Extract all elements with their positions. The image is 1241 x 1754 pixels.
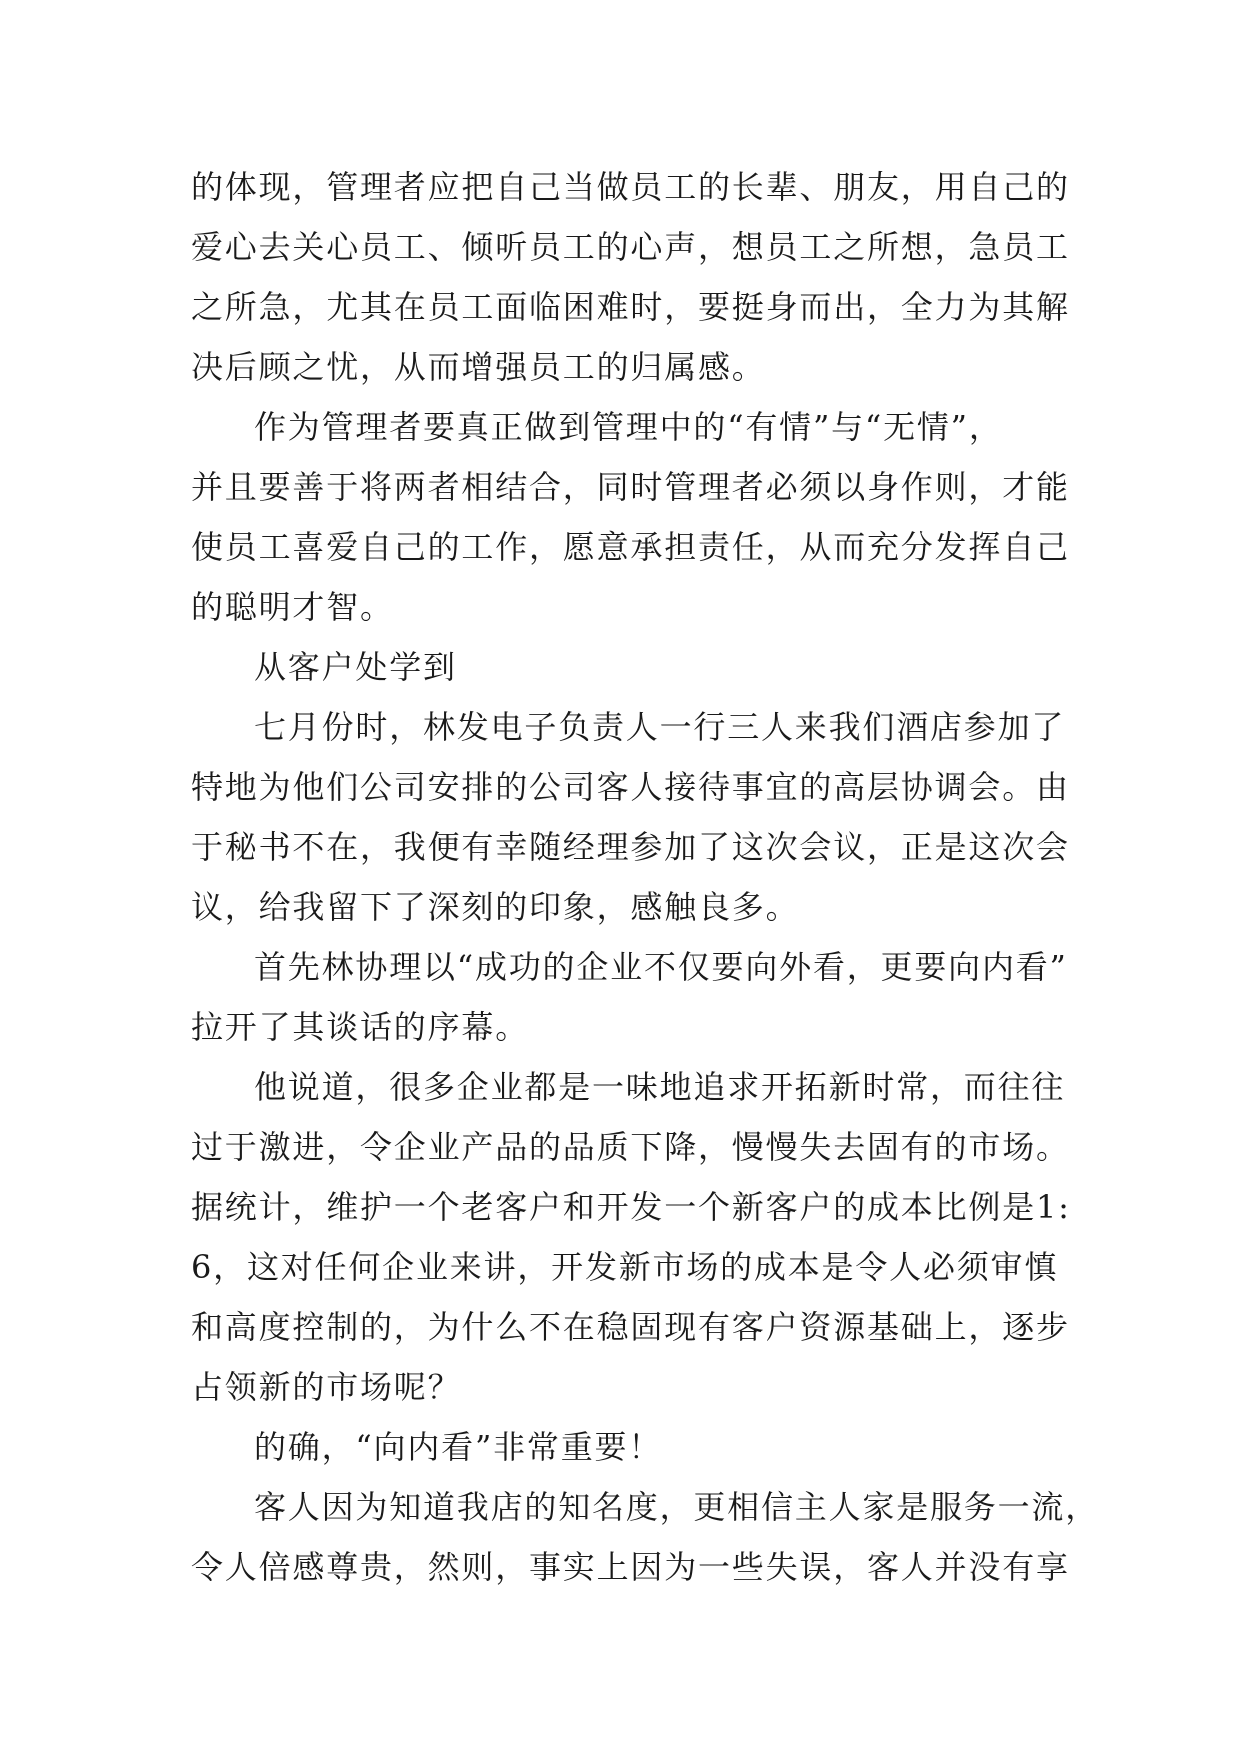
text-line: 的聪明才智。 bbox=[191, 588, 394, 626]
text-line: 的体现，管理者应把自己当做员工的长辈、朋友，用自己的 bbox=[191, 168, 1070, 206]
text-line: 议，给我留下了深刻的印象，感触良多。 bbox=[191, 888, 800, 926]
text-line: 客人因为知道我店的知名度，更相信主人家是服务一流， bbox=[254, 1488, 1100, 1526]
section-heading: 从客户处学到 bbox=[254, 648, 457, 686]
text-line: 于秘书不在，我便有幸随经理参加了这次会议，正是这次会 bbox=[191, 828, 1070, 866]
text-line: 作为管理者要真正做到管理中的“有情”与“无情”， bbox=[254, 408, 1003, 446]
text-line: 过于激进，令企业产品的品质下降，慢慢失去固有的市场。 bbox=[191, 1128, 1070, 1166]
text-line: 占领新的市场呢？ bbox=[191, 1368, 462, 1406]
text-line: 并且要善于将两者相结合，同时管理者必须以身作则，才能 bbox=[191, 468, 1070, 506]
text-line: 令人倍感尊贵，然则，事实上因为一些失误，客人并没有享 bbox=[191, 1548, 1070, 1586]
text-line: 决后顾之忧，从而增强员工的归属感。 bbox=[191, 348, 766, 386]
text-line: 特地为他们公司安排的公司客人接待事宜的高层协调会。由 bbox=[191, 768, 1070, 806]
text-line: 6，这对任何企业来讲，开发新市场的成本是令人必须审慎 bbox=[191, 1248, 1059, 1286]
text-line: 和高度控制的，为什么不在稳固现有客户资源基础上，逐步 bbox=[191, 1308, 1070, 1346]
text-line: 七月份时，林发电子负责人一行三人来我们酒店参加了 bbox=[254, 708, 1066, 746]
text-line: 他说道，很多企业都是一味地追求开拓新时常，而往往 bbox=[254, 1068, 1066, 1106]
text-line: 拉开了其谈话的序幕。 bbox=[191, 1008, 530, 1046]
text-line: 爱心去关心员工、倾听员工的心声，想员工之所想，急员工 bbox=[191, 228, 1070, 266]
text-line: 首先林协理以“成功的企业不仅要向外看，更要向内看” bbox=[254, 948, 1068, 986]
text-line: 之所急，尤其在员工面临困难时，要挺身而出，全力为其解 bbox=[191, 288, 1070, 326]
text-line: 使员工喜爱自己的工作，愿意承担责任，从而充分发挥自己 bbox=[191, 528, 1070, 566]
text-line: 的确，“向内看”非常重要！ bbox=[254, 1428, 663, 1466]
text-line: 据统计，维护一个老客户和开发一个新客户的成本比例是1: bbox=[191, 1188, 1071, 1226]
